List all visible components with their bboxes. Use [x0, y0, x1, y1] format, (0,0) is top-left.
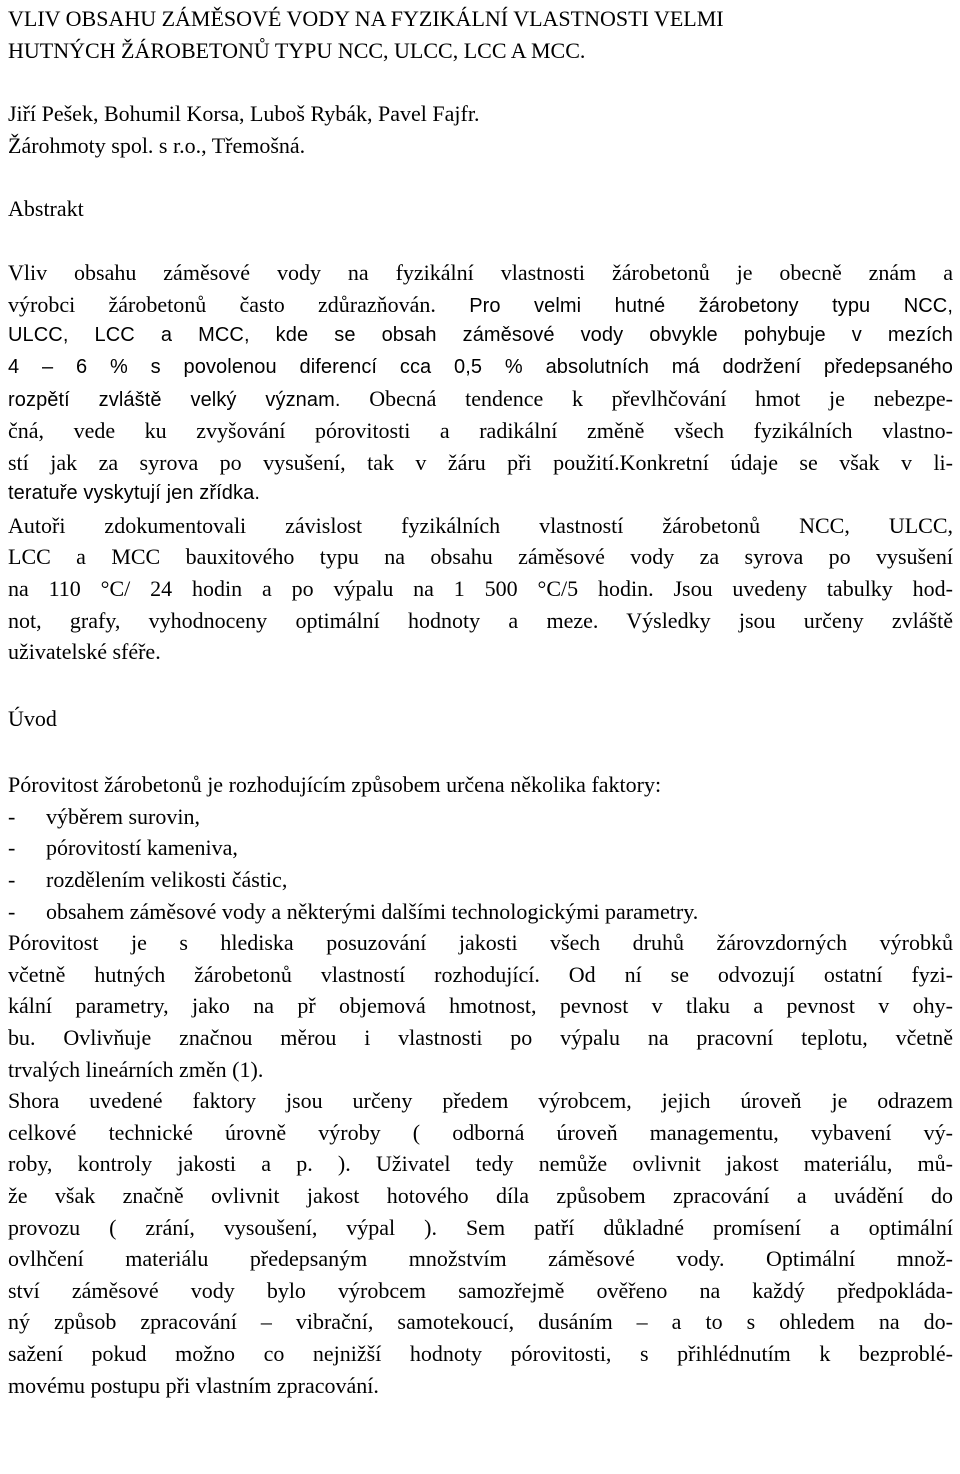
- intro-lead: Pórovitost žárobetonů je rozhodujícím způsobem určena několika faktory:: [8, 772, 662, 798]
- intro-line: celkové technické úrovně výroby ( odborná úroveň managementu, vybavení vý-: [8, 1119, 953, 1145]
- list-item-text: pórovitostí kameniva,: [46, 835, 238, 861]
- spacer: [8, 734, 953, 769]
- list-item: [8, 832, 953, 864]
- intro-line: bu. Ovlivňuje značnou měrou i vlastnosti po výpalu na pracovní teplotu, včetně: [8, 1025, 953, 1051]
- authors: Jiří Pešek, Bohumil Korsa, Luboš Rybák, Pavel Fajfr.: [8, 101, 480, 127]
- abstract-line: stí jak za syrova po vysušení, tak v žáru při použití.Konkretní údaje se však v li-: [8, 449, 953, 475]
- list-item: [8, 864, 953, 896]
- factor-list: [8, 801, 953, 927]
- abstract-line-part: rozpětí zvláště velký význam.: [8, 389, 341, 412]
- intro-heading: Úvod: [8, 705, 57, 731]
- list-item: [8, 801, 953, 833]
- list-dash: -: [8, 835, 16, 861]
- abstract-line: uživatelské sféře.: [8, 639, 161, 665]
- intro-text: [8, 927, 953, 1401]
- abstract-line-part: Obecná tendence k převlhčování hmot je nebezpe-: [369, 386, 953, 412]
- list-item-text: obsahem záměsové vody a některými dalšími technologickými parametry.: [46, 898, 699, 924]
- intro-line: provozu ( zrání, vysoušení, výpal ). Sem patří důkladné promísení a optimální: [8, 1214, 953, 1240]
- intro-line: že však značně ovlivnit jakost hotového díla způsobem zpracování a uvádění do: [8, 1183, 953, 1208]
- intro-line: sažení pokud možno co nejnižší hodnoty pórovitosti, s přihlédnutím k bezproblé-: [8, 1340, 953, 1366]
- abstract-line: Vliv obsahu záměsové vody na fyzikální vlastnosti žárobetonů je obecně znám a: [8, 259, 953, 285]
- spacer: [8, 668, 953, 703]
- intro-line: Shora uvedené faktory jsou určeny předem výrobcem, jejich úroveň je odrazem: [8, 1088, 953, 1114]
- abstract-text: [8, 257, 953, 668]
- title-line-1: VLIV OBSAHU ZÁMĚSOVÉ VODY NA FYZIKÁLNÍ VLASTNOSTI VELMI: [8, 6, 724, 31]
- title-line-2: HUTNÝCH ŽÁROBETONŮ TYPU NCC, ULCC, LCC A MCC.: [8, 37, 586, 63]
- spacer: [8, 66, 953, 98]
- list-item-text: rozdělením velikosti částic,: [46, 867, 288, 893]
- list-item-text: výběrem surovin,: [46, 803, 200, 829]
- abstract-line-part: Pro velmi hutné žárobetony typu NCC,: [469, 294, 953, 317]
- abstract-line: Autoři zdokumentovali závislost fyzikálních vlastností žárobetonů NCC, ULCC,: [8, 512, 953, 538]
- intro-line: kální parametry, jako na př objemová hmotnost, pevnost v tlaku a pevnost v ohy-: [8, 993, 953, 1019]
- abstract-line: čná, vede ku zvyšování pórovitosti a radikální změně všech fyzikálních vlastno-: [8, 417, 953, 443]
- list-item: [8, 896, 953, 928]
- abstract-line: 4 – 6 % s povolenou diferencí cca 0,5 % absolutních má dodržení předepsaného: [8, 355, 953, 378]
- intro-line: ný způsob zpracování – vibrační, samotekoucí, dusáním – a to s ohledem na do-: [8, 1309, 953, 1335]
- abstract-line-part: výrobci žárobetonů často zdůrazňován.: [8, 291, 436, 317]
- affiliation: Žárohmoty spol. s r.o., Třemošná.: [8, 132, 306, 158]
- abstract-line: LCC a MCC bauxitového typu na obsahu záměsové vody za syrova po vysušení: [8, 544, 953, 570]
- intro-line: movému postupu při vlastním zpracování.: [8, 1372, 379, 1398]
- intro-line: Pórovitost je s hlediska posuzování jakosti všech druhů žárovzdorných výrobků: [8, 930, 953, 956]
- list-dash: -: [8, 867, 16, 893]
- abstract-heading: Abstrakt: [8, 196, 84, 222]
- intro-line: včetně hutných žárobetonů vlastností rozhodující. Od ní se odvozují ostatní fyzi-: [8, 961, 953, 987]
- abstract-line: ULCC, LCC a MCC, kde se obsah záměsové vody obvykle pohybuje v mezích: [8, 324, 953, 347]
- document-page: [8, 3, 953, 1401]
- intro-line: ství záměsové vody bylo výrobcem samozřejmě ověřeno na každý předpokláda-: [8, 1277, 953, 1303]
- spacer: [8, 161, 953, 193]
- abstract-line: na 110 °C/ 24 hodin a po výpalu na 1 500 °C/5 hodin. Jsou uvedeny tabulky hod-: [8, 575, 953, 601]
- intro-line: roby, kontroly jakosti a p. ). Uživatel tedy nemůže ovlivnit jakost materiálu, mů-: [8, 1151, 953, 1177]
- list-dash: -: [8, 803, 16, 829]
- abstract-line: [8, 289, 953, 321]
- intro-line: ovlhčení materiálu předepsaným množstvím záměsové vody. Optimální množ-: [8, 1246, 953, 1272]
- spacer: [8, 225, 953, 257]
- abstract-line: teratuře vyskytují jen zřídka.: [8, 482, 260, 505]
- abstract-line: not, grafy, vyhodnoceny optimální hodnoty a meze. Výsledky jsou určeny zvláště: [8, 607, 953, 633]
- list-dash: -: [8, 898, 16, 924]
- abstract-line: [8, 383, 953, 415]
- intro-line: trvalých lineárních změn (1).: [8, 1056, 264, 1082]
